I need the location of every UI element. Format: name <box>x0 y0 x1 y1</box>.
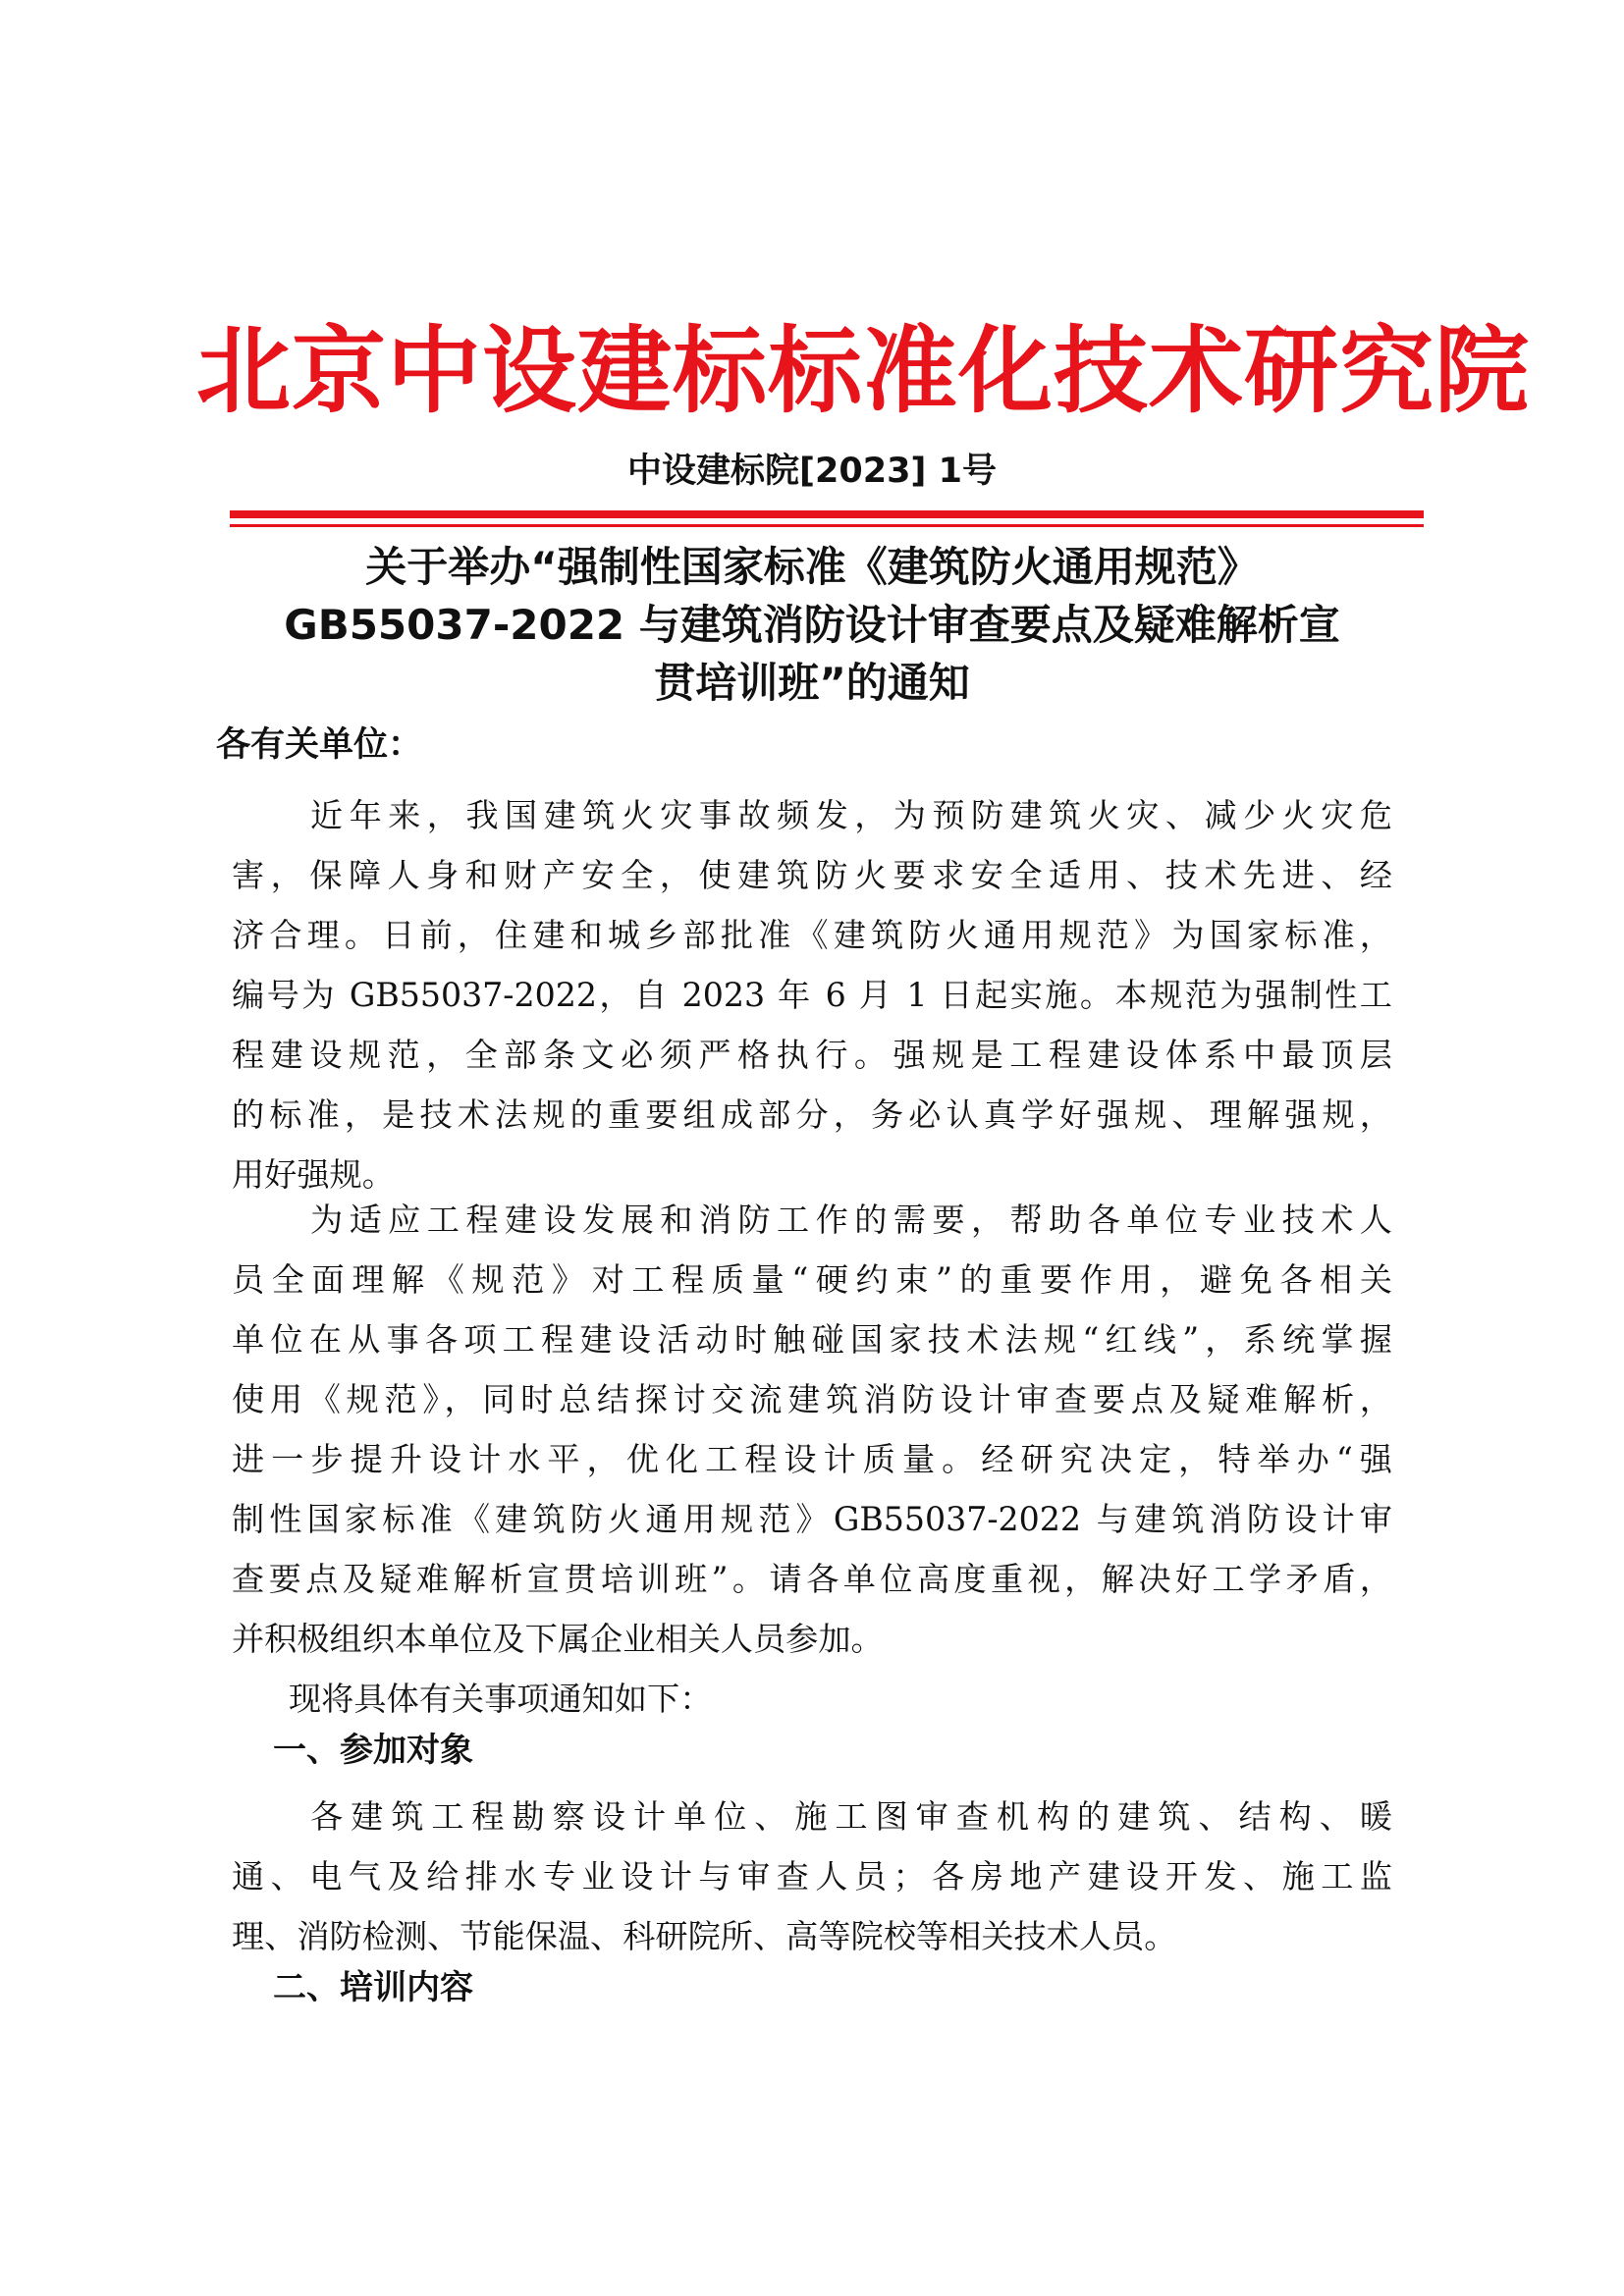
salutation: 各有关单位： <box>216 725 423 765</box>
organization-name: 北京中设建标标准化技术研究院 <box>196 316 1530 426</box>
text-line: 害，保障人身和财产安全，使建筑防火要求安全适用、技术先进、经 <box>232 856 1392 894</box>
document-number: 中设建标院[2023] 1号 <box>627 452 997 491</box>
section-heading-participants: 一、参加对象 <box>273 1731 473 1770</box>
text-line: 为适应工程建设发展和消防工作的需要，帮助各单位专业技术人 <box>310 1201 1392 1239</box>
red-divider-thin <box>230 524 1424 527</box>
text-line: 单位在从事各项工程建设活动时触碰国家技术法规“红线”，系统掌握 <box>232 1320 1392 1359</box>
text-line: 使用《规范》，同时总结探讨交流建筑消防设计审查要点及疑难解析， <box>232 1380 1392 1418</box>
text-line: 编号为 GB55037-2022，自 2023 年 6 月 1 日起实施。本规范为强制性工 <box>232 976 1392 1014</box>
section-heading-content: 二、培训内容 <box>273 1968 473 2007</box>
notice-title-line: GB55037-2022 与建筑消防设计审查要点及疑难解析宣 <box>284 601 1340 649</box>
paragraph-purpose <box>232 1190 1392 1669</box>
red-divider-thick <box>230 510 1424 518</box>
notice-title-line: 贯培训班”的通知 <box>654 659 970 707</box>
paragraph-intro <box>289 1669 712 1729</box>
paragraph-background <box>232 785 1392 1204</box>
paragraph-participants <box>232 1787 1392 1966</box>
notice-title-line: 关于举办“强制性国家标准《建筑防火通用规范》 <box>365 543 1259 591</box>
text-line: 济合理。日前，住建和城乡部批准《建筑防火通用规范》为国家标准， <box>232 916 1392 954</box>
text-line: 查要点及疑难解析宣贯培训班”。请各单位高度重视，解决好工学矛盾， <box>232 1560 1392 1598</box>
text-line: 各建筑工程勘察设计单位、施工图审查机构的建筑、结构、暖 <box>310 1797 1392 1836</box>
text-line: 员全面理解《规范》对工程质量“硬约束”的重要作用，避免各相关 <box>232 1260 1392 1299</box>
text-line: 现将具体有关事项通知如下： <box>289 1680 713 1718</box>
text-line: 通、电气及给排水专业设计与审查人员；各房地产建设开发、施工监 <box>232 1857 1392 1896</box>
text-line: 制性国家标准《建筑防火通用规范》GB55037-2022 与建筑消防设计审 <box>232 1500 1392 1538</box>
text-line: 程建设规范，全部条文必须严格执行。强规是工程建设体系中最顶层 <box>232 1036 1392 1074</box>
text-line: 近年来，我国建筑火灾事故频发，为预防建筑火灾、减少火灾危 <box>310 796 1392 834</box>
text-line: 用好强规。 <box>232 1155 395 1194</box>
text-line: 并积极组织本单位及下属企业相关人员参加。 <box>232 1620 884 1658</box>
text-line: 理、消防检测、节能保温、科研院所、高等院校等相关技术人员。 <box>232 1917 1177 1955</box>
text-line: 的标准，是技术法规的重要组成部分，务必认真学好强规、理解强规， <box>232 1095 1392 1134</box>
text-line: 进一步提升设计水平，优化工程设计质量。经研究决定，特举办“强 <box>232 1440 1392 1478</box>
notice-title <box>196 538 1428 712</box>
